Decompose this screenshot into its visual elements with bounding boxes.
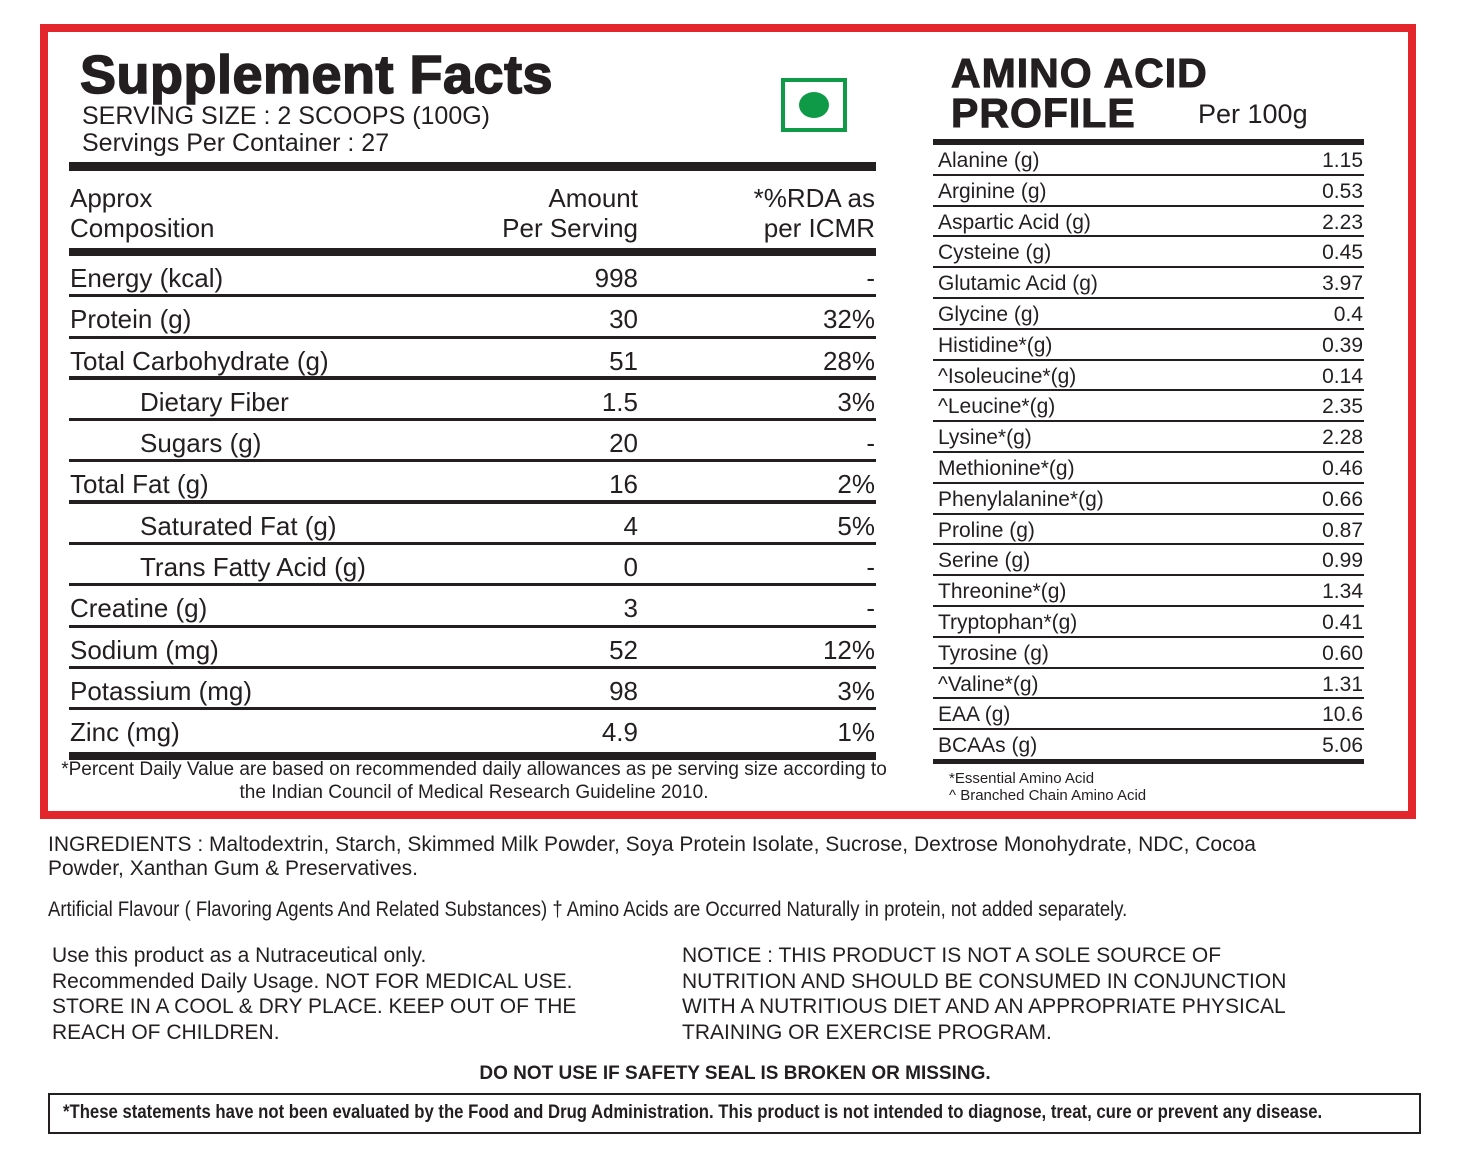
servings-per-container: Servings Per Container : 27 [82, 129, 390, 157]
amino-value: 0.53 [1322, 179, 1363, 203]
amino-value: 0.87 [1322, 518, 1363, 542]
amino-name: ^Leucine*(g) [938, 395, 1056, 419]
nutrient-rda: - [866, 593, 875, 624]
amino-value: 0.14 [1322, 364, 1363, 388]
ingredients-text: INGREDIENTS : Maltodextrin, Starch, Skimmed Milk Powder, Soya Protein Isolate, Sucrose, Dextrose Monohydrate, NDC, Cocoa Powder, Xanthan Gum & Preservatives. [48, 833, 1256, 880]
amino-per-100g: Per 100g [1198, 99, 1308, 129]
amino-value: 0.60 [1322, 641, 1363, 665]
notice-text [682, 943, 1382, 1045]
header-composition: Approx Composition [70, 183, 215, 243]
nutrient-amount: 30 [609, 304, 638, 335]
nutrient-rda: 12% [822, 634, 875, 665]
header-amount: Amount Per Serving [502, 183, 638, 243]
amino-name: BCAAs (g) [938, 734, 1038, 758]
nutrient-row [69, 669, 876, 710]
vegetarian-mark-icon [781, 78, 847, 132]
nutrient-name: Protein (g) [70, 304, 192, 335]
amino-row [933, 576, 1364, 607]
amino-row [933, 730, 1364, 761]
amino-name: Methionine*(g) [938, 456, 1075, 480]
nutrient-rda: 28% [822, 345, 875, 376]
nutrient-row [69, 504, 876, 545]
usage-instructions [52, 943, 652, 1045]
amino-row [933, 607, 1364, 638]
usage-line: STORE IN A COOL & DRY PLACE. KEEP OUT OF THE [52, 995, 577, 1018]
nutrient-amount: 1.5 [601, 386, 638, 417]
amino-value: 5.06 [1322, 734, 1363, 758]
amino-value: 1.31 [1322, 672, 1363, 696]
amino-name: Threonine*(g) [938, 580, 1067, 604]
nutrient-amount: 0 [623, 552, 638, 583]
nutrient-amount: 4 [623, 510, 638, 541]
amino-name: Serine (g) [938, 549, 1031, 573]
amino-value: 1.15 [1322, 149, 1363, 172]
nutrient-rda: - [866, 428, 875, 459]
amino-name: Glutamic Acid (g) [938, 272, 1098, 296]
amino-value: 0.66 [1322, 487, 1363, 511]
amino-name: ^Valine*(g) [938, 672, 1039, 696]
nutrient-name: Sodium (mg) [70, 634, 219, 665]
usage-line: Recommended Daily Usage. NOT FOR MEDICAL USE. [52, 969, 573, 993]
amino-row [933, 207, 1364, 238]
nutrient-name: Creatine (g) [70, 593, 208, 624]
amino-value: 0.45 [1322, 241, 1363, 265]
amino-value: 0.39 [1322, 333, 1363, 357]
amino-row [933, 361, 1364, 392]
nutrient-amount: 998 [594, 263, 638, 293]
amino-value: 0.46 [1322, 456, 1363, 480]
nutrient-rda: 32% [822, 304, 875, 335]
amino-title-line2: PROFILE [951, 90, 1136, 136]
nutrient-name: Zinc (mg) [70, 717, 180, 748]
nutrient-name: Total Carbohydrate (g) [70, 345, 329, 376]
nutrient-row [69, 545, 876, 586]
nutrient-rda: 2% [837, 469, 875, 500]
nutrient-amount: 4.9 [601, 717, 638, 748]
nutrient-row [69, 339, 876, 380]
nutrient-row [69, 586, 876, 627]
amino-value: 0.4 [1333, 302, 1363, 326]
amino-row [933, 669, 1364, 700]
table-header [69, 171, 876, 248]
amino-rows [933, 145, 1364, 761]
nutrient-rda: 1% [837, 717, 875, 748]
amino-name: Alanine (g) [938, 149, 1040, 172]
amino-row [933, 176, 1364, 207]
serving-size: SERVING SIZE : 2 SCOOPS (100G) [82, 102, 490, 130]
amino-row [933, 391, 1364, 422]
fda-disclaimer: *These statements have not been evaluated by the Food and Drug Administration. This product is not intended to diagnose, treat, cure or prevent any disease. [63, 1102, 1323, 1123]
amino-row [933, 699, 1364, 730]
usage-line: Use this product as a Nutraceutical only. [52, 944, 427, 967]
nutrient-rows [69, 256, 876, 752]
amino-name: EAA (g) [938, 703, 1011, 727]
table-top-bar [69, 162, 876, 171]
amino-name: Tyrosine (g) [938, 641, 1049, 665]
nutrient-amount: 98 [609, 675, 638, 706]
amino-name: Tryptophan*(g) [938, 610, 1078, 634]
amino-row [933, 515, 1364, 546]
amino-name: Cysteine (g) [938, 241, 1052, 265]
nutrient-rda: - [866, 263, 875, 293]
amino-name: Phenylalanine*(g) [938, 487, 1104, 511]
nutrient-amount: 51 [609, 345, 638, 376]
nutrient-row [69, 462, 876, 503]
amino-value: 1.34 [1322, 580, 1363, 604]
amino-row [933, 299, 1364, 330]
nutrient-name: Total Fat (g) [70, 469, 209, 500]
amino-value: 2.28 [1322, 426, 1363, 450]
amino-row [933, 330, 1364, 361]
nutrient-rda: 3% [837, 675, 875, 706]
header-rda: *%RDA as per ICMR [753, 183, 875, 243]
bcaa-note: ^ Branched Chain Amino Acid [949, 787, 1147, 804]
nutrient-name: Sugars (g) [140, 428, 262, 459]
amino-row [933, 484, 1364, 515]
nutrient-rda: 3% [837, 386, 875, 417]
nutrient-row [69, 297, 876, 338]
nutrient-name: Trans Fatty Acid (g) [140, 552, 366, 583]
notice-line: NOTICE : THIS PRODUCT IS NOT A SOLE SOURCE OF [682, 944, 1222, 967]
supplement-facts-table [69, 162, 876, 760]
nutrient-name: Dietary Fiber [140, 386, 289, 417]
vegetarian-dot [799, 92, 829, 118]
essential-amino-note: *Essential Amino Acid [949, 770, 1095, 787]
amino-value: 0.41 [1322, 610, 1363, 634]
amino-name: Proline (g) [938, 518, 1035, 542]
safety-seal-warning: DO NOT USE IF SAFETY SEAL IS BROKEN OR MISSING. [479, 1063, 991, 1084]
nutrient-row [69, 256, 876, 297]
header-bar [69, 248, 876, 256]
nutrient-name: Potassium (mg) [70, 675, 253, 706]
amino-row [933, 145, 1364, 176]
nutrient-amount: 20 [609, 428, 638, 459]
nutrient-row [69, 380, 876, 421]
amino-value: 3.97 [1322, 272, 1363, 296]
amino-value: 10.6 [1322, 703, 1363, 727]
nutrient-row [69, 628, 876, 669]
flavour-statement: Artificial Flavour ( Flavoring Agents And Related Substances) † Amino Acids are Occurred Naturally in protein, not added separately. [48, 898, 1128, 921]
amino-name: Histidine*(g) [938, 333, 1053, 357]
amino-acid-table [933, 139, 1364, 764]
fda-disclaimer-box [48, 1093, 1421, 1134]
amino-value: 2.35 [1322, 395, 1363, 419]
notice-line: WITH A NUTRITIOUS DIET AND AN APPROPRIATE PHYSICAL [682, 995, 1286, 1018]
nutrient-name: Saturated Fat (g) [140, 510, 337, 541]
nutrient-row [69, 421, 876, 462]
amino-name: Glycine (g) [938, 302, 1040, 326]
amino-row [933, 545, 1364, 576]
amino-row [933, 237, 1364, 268]
nutrient-name: Energy (kcal) [70, 263, 224, 293]
nutrient-rda: - [866, 552, 875, 583]
amino-row [933, 268, 1364, 299]
nutrient-row [69, 710, 876, 751]
amino-row [933, 638, 1364, 669]
nutrient-amount: 3 [623, 593, 638, 624]
nutrient-amount: 52 [609, 634, 638, 665]
notice-line: NUTRITION AND SHOULD BE CONSUMED IN CONJUNCTION [682, 969, 1287, 993]
notice-line: TRAINING OR EXERCISE PROGRAM. [682, 1020, 1052, 1044]
nutrient-amount: 16 [609, 469, 638, 500]
amino-name: Lysine*(g) [938, 426, 1032, 450]
supplement-facts-title: Supplement Facts [80, 45, 554, 105]
nutrient-rda: 5% [837, 510, 875, 541]
amino-value: 0.99 [1322, 549, 1363, 573]
amino-row [933, 453, 1364, 484]
amino-name: Aspartic Acid (g) [938, 210, 1091, 234]
usage-line: REACH OF CHILDREN. [52, 1020, 280, 1044]
amino-row [933, 422, 1364, 453]
amino-title-line1: AMINO ACID [951, 50, 1208, 96]
amino-name: Arginine (g) [938, 179, 1047, 203]
rda-footnote: *Percent Daily Value are based on recommended daily allowances as pe serving size according to the Indian Council of Medical Research Guideline 2010. [61, 759, 887, 803]
amino-value: 2.23 [1322, 210, 1363, 234]
amino-name: ^Isoleucine*(g) [938, 364, 1077, 388]
